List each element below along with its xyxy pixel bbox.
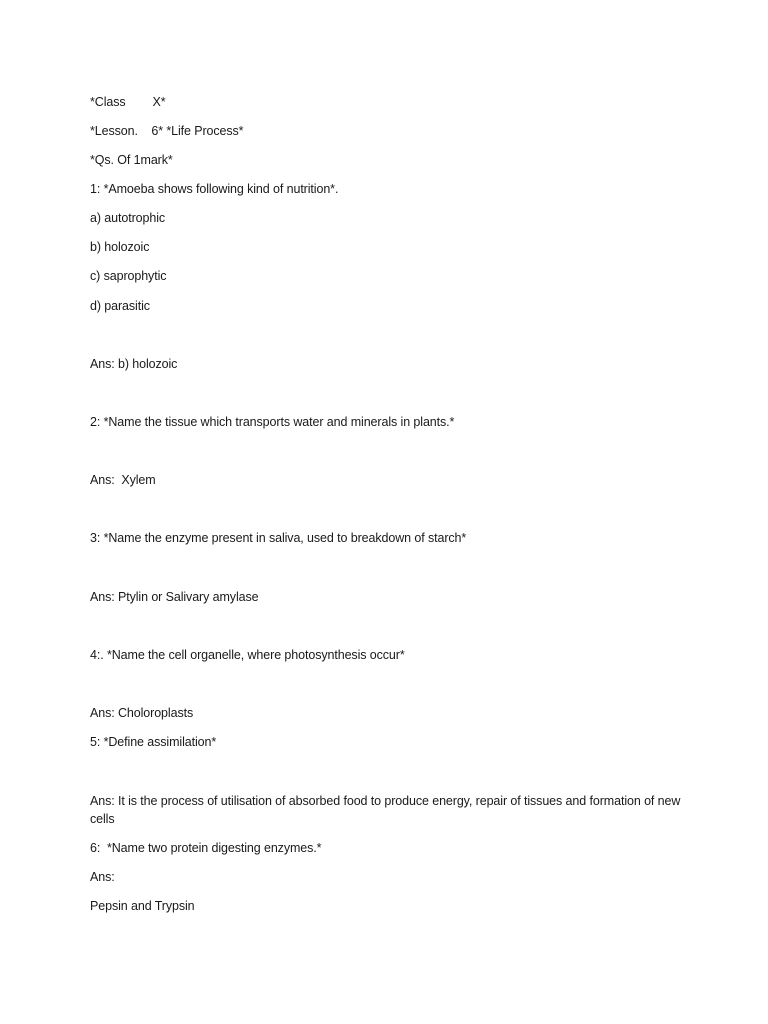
q1-option-a: a) autotrophic [90,211,166,225]
answer-4: Ans: Choloroplasts [90,706,194,720]
q1-option-d: d) parasitic [90,299,150,313]
answer-1: Ans: b) holozoic [90,357,178,371]
answer-6: Pepsin and Trypsin [90,899,195,913]
question-4: 4:. *Name the cell organelle, where photosynthesis occur* [90,648,405,662]
answer-6-label: Ans: [90,870,115,884]
question-2: 2: *Name the tissue which transports water and minerals in plants.* [90,415,455,429]
question-3: 3: *Name the enzyme present in saliva, used to breakdown of starch* [90,531,467,545]
answer-2: Ans: Xylem [90,473,156,487]
question-5: 5: *Define assimilation* [90,735,217,749]
answer-5: Ans: It is the process of utilisation of absorbed food to produce energy, repair of tissues and formation of new cells [90,794,681,826]
answer-3: Ans: Ptylin or Salivary amylase [90,590,259,604]
question-6: 6: *Name two protein digesting enzymes.* [90,841,322,855]
q1-option-b: b) holozoic [90,240,150,254]
class-line: *Class X* [90,95,166,109]
lesson-line: *Lesson. 6* *Life Process* [90,124,244,138]
questions-heading: *Qs. Of 1mark* [90,153,173,167]
q1-option-c: c) saprophytic [90,269,167,283]
question-1: 1: *Amoeba shows following kind of nutrition*. [90,182,339,196]
